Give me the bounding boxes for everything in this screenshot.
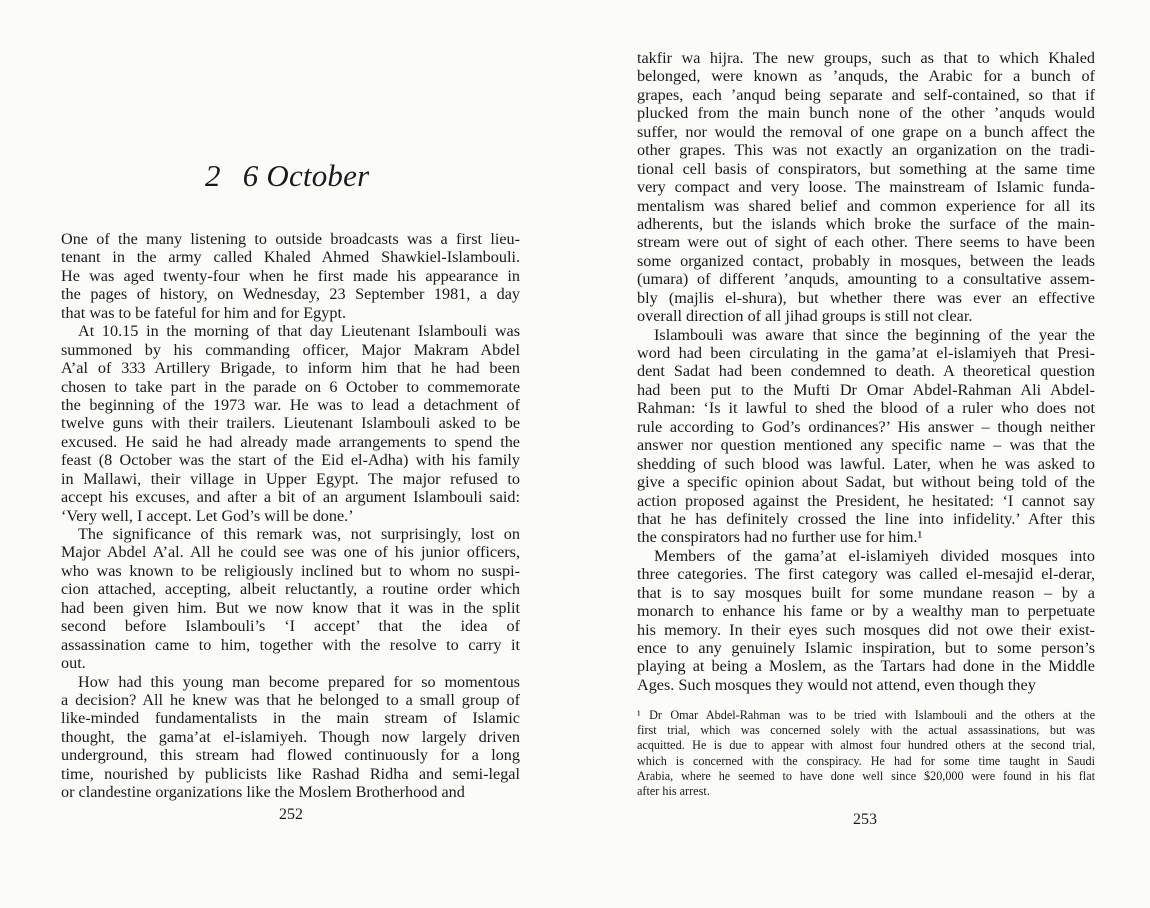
text-line: like-minded fundamentalists in the main stream of Islamic <box>61 709 520 728</box>
text-line: time, nourished by publicists like Rashad Ridha and semi-legal <box>61 764 520 783</box>
text-line: Members of the gama’at el-islamiyeh divided mosques into <box>654 546 1095 565</box>
footnote-line: which is concerned with the conspiracy. He had for some time taught in Saudi <box>637 753 1095 768</box>
chapter-title: 6 October <box>242 158 370 193</box>
text-line: other grapes. This was not exactly an organization on the tradi- <box>637 141 1095 160</box>
text-line: feast (8 October was the start of the Eid el-Adha) with his family <box>61 451 520 470</box>
text-line: underground, this stream had flowed continuously for a long <box>61 746 520 765</box>
right-body-text <box>637 49 1095 694</box>
page-number-right: 253 <box>853 811 877 828</box>
text-line: mentalism was shared belief and common experience for all its <box>637 196 1095 215</box>
text-line: bly (majlis el-shura), but whether there was ever an effective <box>637 288 1095 307</box>
text-line: How had this young man become prepared for so momentous <box>78 672 520 691</box>
text-line: cion attached, accepting, albeit reluctantly, a routine order which <box>61 580 520 599</box>
text-line: grapes, each ’anqud being separate and self-contained, so that if <box>637 85 1095 104</box>
text-line: dent Sadat had been condemned to death. A theoretical question <box>637 362 1095 381</box>
footnote-line: Arabia, where he seemed to have done well since $20,000 were found in his flat <box>637 768 1095 783</box>
text-line: excused. He said he had already made arrangements to spend the <box>61 432 520 451</box>
text-line: that is to say mosques built for some mundane reason – by a <box>637 583 1095 602</box>
text-line: some organized contact, probably in mosques, between the leads <box>637 251 1095 270</box>
text-line: A’al of 333 Artillery Brigade, to inform him that he had been <box>61 359 520 378</box>
text-line: out. <box>61 654 86 673</box>
text-line: a decision? All he knew was that he belonged to a small group of <box>61 690 520 709</box>
text-line: ence to any genuinely Islamic inspiration, but to some person’s <box>637 639 1095 657</box>
text-line: had been put to the Mufti Dr Omar Abdel-Rahman Ali Abdel- <box>637 380 1095 399</box>
text-line: accept his excuses, and after a bit of an argument Islambouli said: <box>61 488 520 507</box>
text-line: He was aged twenty-four when he first made his appearance in <box>61 266 520 285</box>
chapter-heading <box>205 158 369 194</box>
text-line: playing at being a Moslem, as the Tartars had done in the Middle <box>637 657 1095 676</box>
text-line: Major Abdel A’al. All he could see was one of his junior officers, <box>61 543 520 562</box>
footnote-line: first trial, which was concerned solely with the actual assassinations, but was <box>637 723 1095 738</box>
text-line: second before Islambouli’s ‘I accept’ that the idea of <box>61 617 520 636</box>
text-line: answer nor question mentioned any specific name – was that the <box>637 436 1095 455</box>
text-line: At 10.15 in the morning of that day Lieutenant Islambouli was <box>78 322 520 341</box>
footnote-line: after his arrest. <box>637 783 710 798</box>
text-line: word had been circulating in the gama’at el-islamiyeh that Presi- <box>637 344 1095 362</box>
text-line: shedding of such blood was lawful. Later, when he was asked to <box>637 454 1095 473</box>
text-line: give a specific opinion about Sadat, but without being told of the <box>637 473 1095 492</box>
right-page <box>575 0 1150 908</box>
text-line: the pages of history, on Wednesday, 23 September 1981, a day <box>61 285 520 304</box>
left-body-text <box>61 230 520 802</box>
footnote <box>637 708 1095 799</box>
text-line: that he has definitely crossed the line into infidelity.’ After this <box>637 509 1095 528</box>
text-line: takfir wa hijra. The new groups, such as that to which Khaled <box>637 49 1095 67</box>
text-line: the conspirators had no further use for him.¹ <box>637 528 923 547</box>
text-line: chosen to take part in the parade on 6 October to commemorate <box>61 377 520 396</box>
page-number-left: 252 <box>279 806 303 823</box>
text-line: very compact and very loose. The mainstream of Islamic funda- <box>637 178 1095 197</box>
text-line: tional cell basis of conspirators, but something at the same time <box>637 159 1095 178</box>
text-line: who was known to be religiously inclined but to whom no suspi- <box>61 561 520 580</box>
text-line: in Mallawi, their village in Upper Egypt. The major refused to <box>61 469 520 488</box>
footnote-line: ¹ Dr Omar Abdel-Rahman was to be tried with Islambouli and the others at the <box>637 708 1095 722</box>
text-line: plucked from the main bunch none of the other ’anquds would <box>637 104 1095 123</box>
text-line: his memory. In their eyes such mosques did not owe their exist- <box>637 620 1095 639</box>
text-line: rule according to God’s ordinances?’ His answer – though neither <box>637 417 1095 436</box>
text-line: or clandestine organizations like the Moslem Brotherhood and <box>61 783 465 802</box>
text-line: Rahman: ‘Is it lawful to shed the blood of a ruler who does not <box>637 399 1095 418</box>
text-line: tenant in the army called Khaled Ahmed Shawkiel-Islambouli. <box>61 248 520 267</box>
text-line: monarch to enhance his fame or by a wealthy man to perpetuate <box>637 602 1095 621</box>
text-line: three categories. The first category was called el-mesajid el-derar, <box>637 565 1095 584</box>
text-line: had been given him. But we now know that it was in the split <box>61 598 520 617</box>
text-line: Islambouli was aware that since the beginning of the year the <box>654 325 1095 344</box>
text-line: adherents, but the islands which broke the surface of the main- <box>637 214 1095 233</box>
text-line: twelve guns with their trailers. Lieutenant Islambouli asked to be <box>61 414 520 433</box>
text-line: belonged, were known as ’anquds, the Arabic for a bunch of <box>637 67 1095 86</box>
text-line: ‘Very well, I accept. Let God’s will be done.’ <box>61 506 354 525</box>
text-line: thought, the gama’at el-islamiyeh. Though now largely driven <box>61 727 520 746</box>
text-line: the beginning of the 1973 war. He was to lead a detachment of <box>61 395 520 414</box>
text-line: One of the many listening to outside broadcasts was a first lieu- <box>61 230 520 248</box>
text-line: assassination came to him, together with the resolve to carry it <box>61 635 520 654</box>
text-line: stream were out of sight of each other. There seems to have been <box>637 233 1095 252</box>
text-line: that was to be fateful for him and for Egypt. <box>61 303 346 322</box>
text-line: suffer, nor would the removal of one grape on a bunch affect the <box>637 122 1095 141</box>
text-line: Ages. Such mosques they would not attend, even though they <box>637 675 1036 694</box>
footnote-line: acquitted. He is due to appear with almost four hundred others at the second trial, <box>637 738 1095 753</box>
text-line: The significance of this remark was, not surprisingly, lost on <box>78 525 520 543</box>
text-line: summoned by his commanding officer, Major Makram Abdel <box>61 340 520 359</box>
chapter-number: 2 <box>205 158 221 193</box>
text-line: (umara) of different ’anquds, amounting to a consultative assem- <box>637 270 1095 289</box>
text-line: overall direction of all jihad groups is still not clear. <box>637 307 973 326</box>
text-line: action proposed against the President, he hesitated: ‘I cannot say <box>637 491 1095 510</box>
